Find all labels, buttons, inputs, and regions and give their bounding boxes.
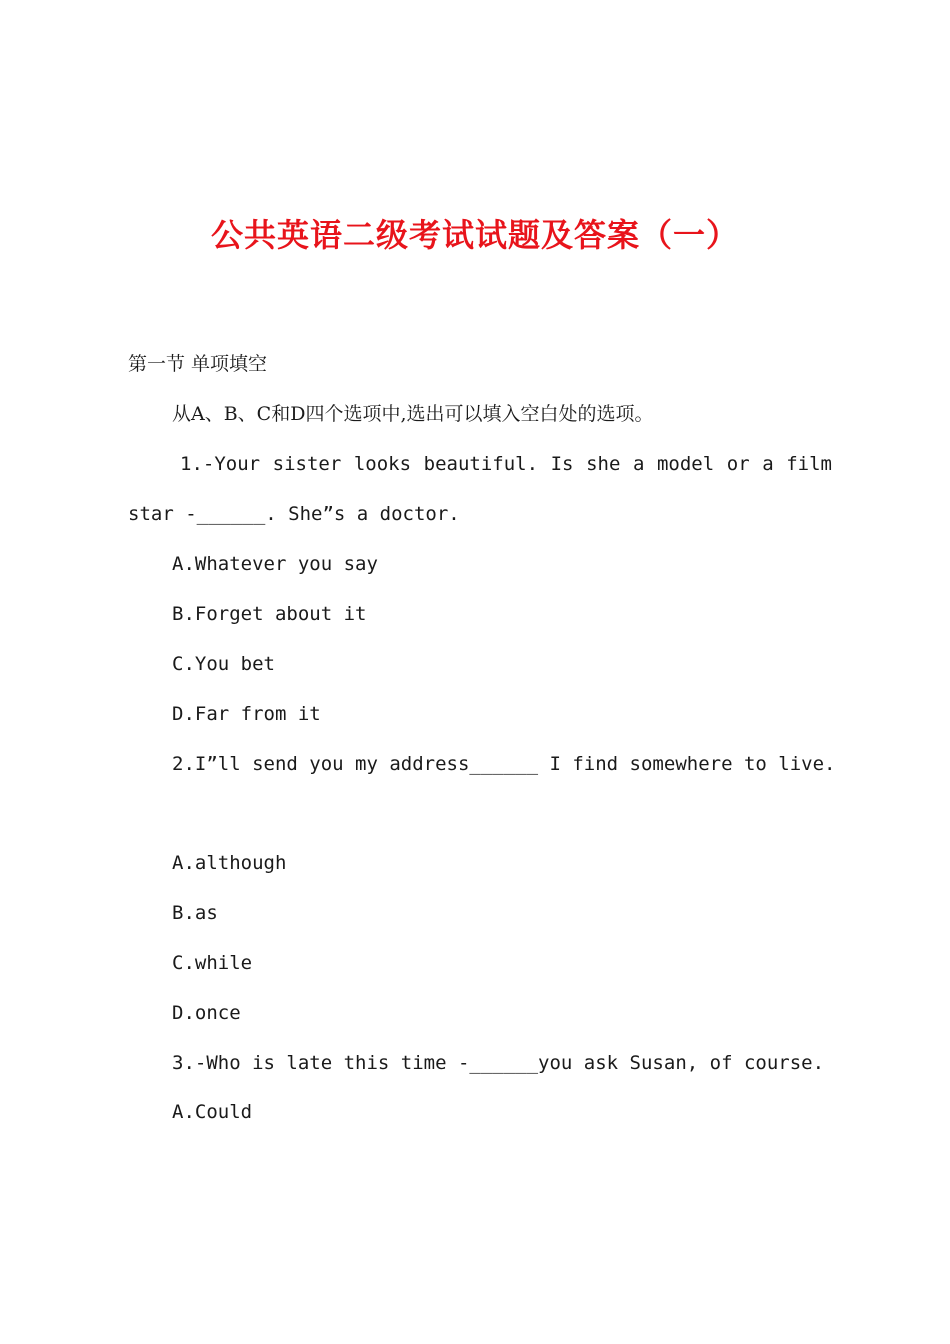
section-heading: 第一节 单项填空 — [128, 353, 268, 375]
question-1-option-b: B.Forget about it — [172, 603, 367, 625]
question-2-option-d: D.once — [172, 1002, 241, 1024]
question-1-stem-line2: star -______. She”s a doctor. — [128, 503, 460, 525]
question-1-option-c: C.You bet — [172, 653, 275, 675]
question-3-stem: 3.-Who is late this time -______you ask Susan, of course. — [172, 1052, 825, 1074]
instruction-text: 从A、B、C和D四个选项中,选出可以填入空白处的选项。 — [172, 403, 654, 425]
question-2-option-a: A.although — [172, 852, 287, 874]
question-1-option-a: A.Whatever you say — [172, 553, 378, 575]
document-title: 公共英语二级考试试题及答案（一） — [210, 216, 739, 254]
question-2-option-c: C.while — [172, 952, 253, 974]
question-3-option-a: A.Could — [172, 1101, 253, 1123]
question-2-stem: 2.I”ll send you my address______ I find somewhere to live. — [172, 753, 836, 775]
question-1-option-d: D.Far from it — [172, 703, 321, 725]
question-2-option-b: B.as — [172, 902, 218, 924]
question-1-stem-line1: 1.-Your sister looks beautiful. Is she a model or a film — [180, 453, 832, 475]
